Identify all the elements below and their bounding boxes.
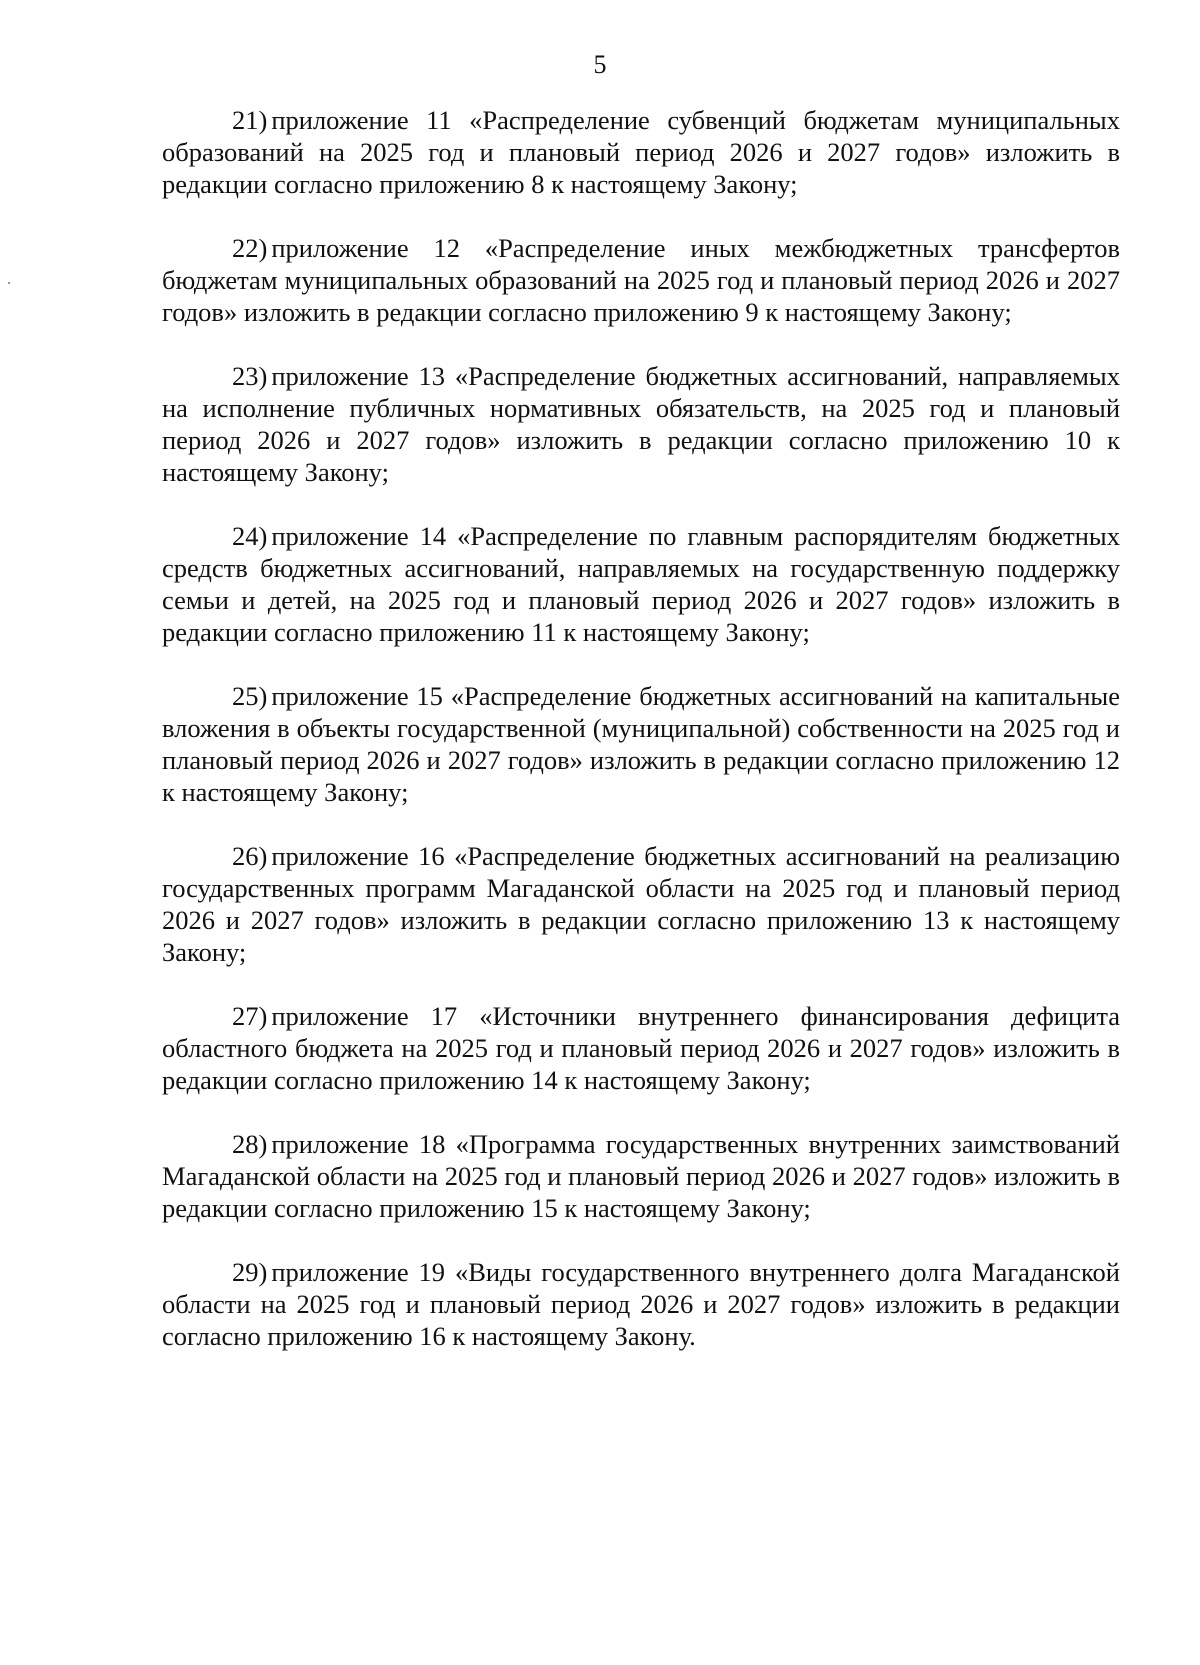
item-number: 29) bbox=[232, 1257, 268, 1287]
item-number: 22) bbox=[232, 233, 268, 263]
item-text: приложение 12 «Распределение иных межбюджетных трансфертов бюджетам муниципальных образований на 2025 год и плановый период 2026 и 2027 годов» изложить в редакции согласно приложению 9 к настоящему Закону; bbox=[162, 233, 1120, 327]
item-text: приложение 11 «Распределение субвенций бюджетам муниципальных образований на 2025 год и плановый период 2026 и 2027 годов» изложить в редакции согласно приложению 8 к настоящему Закону; bbox=[162, 105, 1120, 199]
list-item-26 bbox=[162, 840, 1120, 968]
item-text: приложение 17 «Источники внутреннего финансирования дефицита областного бюджета на 2025 год и плановый период 2026 и 2027 годов» изложить в редакции согласно приложению 14 к настоящему Закону; bbox=[162, 1001, 1120, 1095]
item-text: приложение 19 «Виды государственного внутреннего долга Магаданской области на 2025 год и плановый период 2026 и 2027 годов» изложить в редакции согласно приложению 16 к настоящему Закону. bbox=[162, 1257, 1120, 1351]
item-number: 28) bbox=[232, 1129, 268, 1159]
scan-speck bbox=[8, 282, 10, 284]
list-item-27 bbox=[162, 1000, 1120, 1096]
list-item-22 bbox=[162, 232, 1120, 328]
item-text: приложение 15 «Распределение бюджетных ассигнований на капитальные вложения в объекты государственной (муниципальной) собственности на 2025 год и плановый период 2026 и 2027 годов» изложить в редакции согласно приложению 12 к настоящему Закону; bbox=[162, 681, 1120, 807]
item-text: приложение 18 «Программа государственных внутренних заимствований Магаданской области на 2025 год и плановый период 2026 и 2027 годов» изложить в редакции согласно приложению 15 к настоящему Закону; bbox=[162, 1129, 1120, 1223]
item-number: 27) bbox=[232, 1001, 268, 1031]
item-number: 26) bbox=[232, 841, 268, 871]
item-number: 24) bbox=[232, 521, 268, 551]
list-item-23 bbox=[162, 360, 1120, 488]
item-text: приложение 13 «Распределение бюджетных ассигнований, направляемых на исполнение публичных нормативных обязательств, на 2025 год и плановый период 2026 и 2027 годов» изложить в редакции согласно приложению 10 к настоящему Закону; bbox=[162, 361, 1120, 487]
document-body bbox=[162, 104, 1120, 1384]
item-text: приложение 14 «Распределение по главным распорядителям бюджетных средств бюджетных ассигнований, направляемых на государственную поддержку семьи и детей, на 2025 год и плановый период 2026 и 2027 годов» изложить в редакции согласно приложению 11 к настоящему Закону; bbox=[162, 521, 1120, 647]
list-item-21 bbox=[162, 104, 1120, 200]
list-item-24 bbox=[162, 520, 1120, 648]
item-number: 25) bbox=[232, 681, 268, 711]
page-number: 5 bbox=[593, 50, 607, 79]
list-item-29 bbox=[162, 1256, 1120, 1352]
item-number: 23) bbox=[232, 361, 268, 391]
item-text: приложение 16 «Распределение бюджетных ассигнований на реализацию государственных программ Магаданской области на 2025 год и плановый период 2026 и 2027 годов» изложить в редакции согласно приложению 13 к настоящему Закону; bbox=[162, 841, 1120, 967]
list-item-25 bbox=[162, 680, 1120, 808]
list-item-28 bbox=[162, 1128, 1120, 1224]
item-number: 21) bbox=[232, 105, 268, 135]
